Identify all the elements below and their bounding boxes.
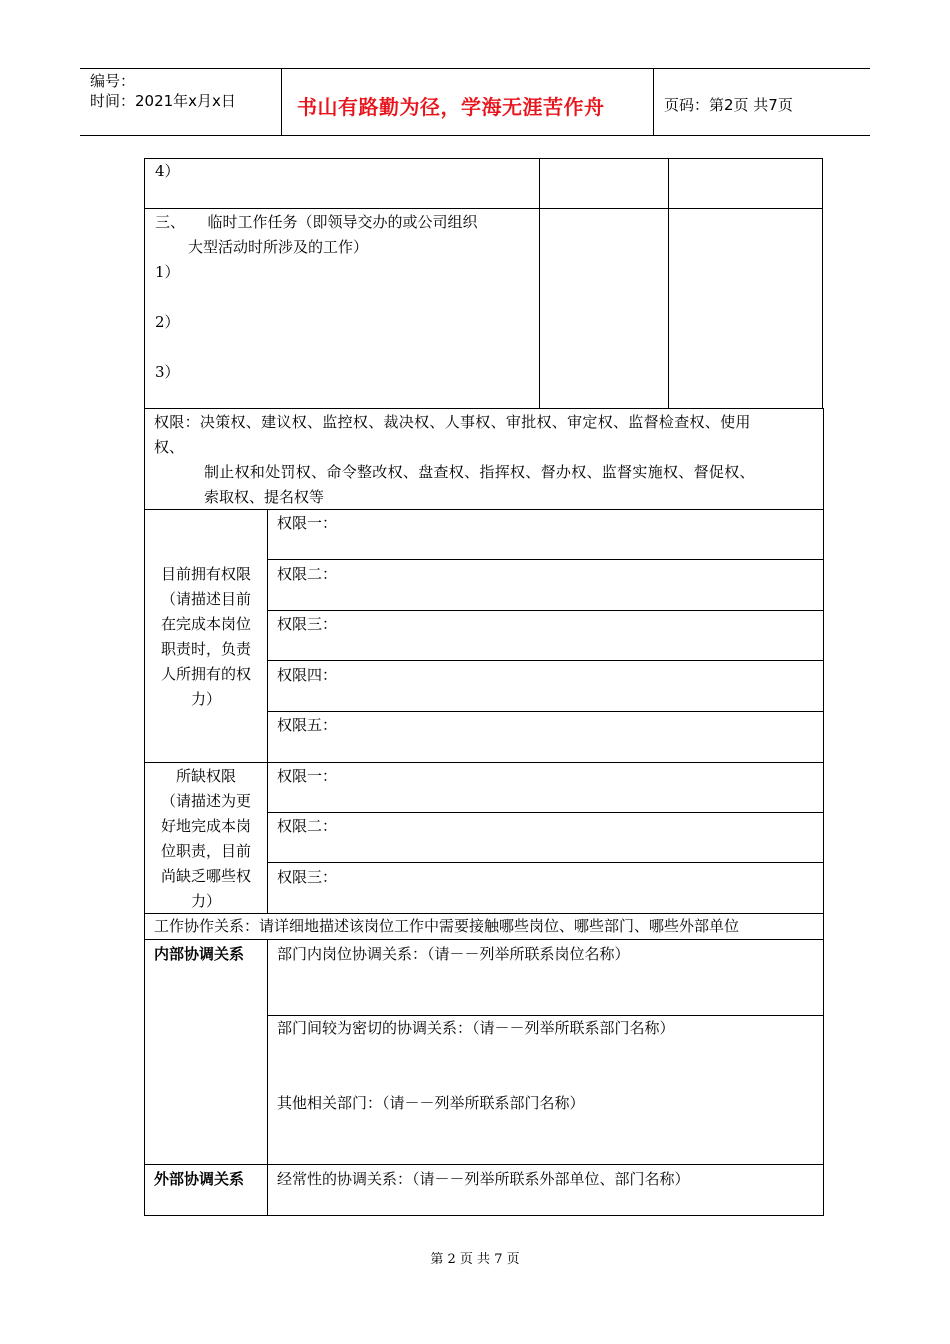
- missing-authority-item: 权限一：: [277, 767, 338, 785]
- current-authority-label: 目前拥有权限 （请描述目前 在完成本岗位 职责时，负责 人所拥有的权 力）: [160, 565, 251, 708]
- header-divider: [281, 68, 282, 136]
- missing-authority-item: 权限二：: [277, 817, 338, 835]
- header-bottom-rule: [80, 135, 870, 136]
- authority-types-line: 权限：决策权、建议权、监控权、裁决权、人事权、审批权、审定权、监督检查权、使用: [154, 413, 751, 431]
- external-coordination-label: 外部协调关系: [154, 1170, 245, 1188]
- temporary-tasks-heading: 三、 临时工作任务（即领导交办的或公司组织: [155, 213, 478, 231]
- missing-authority-label: 所缺权限 （请描述为更 好地完成本岗 位职责，目前 尚缺乏哪些权 力）: [160, 767, 251, 910]
- internal-coordination-item: 其他相关部门：（请－－列举所联系部门名称）: [277, 1094, 585, 1112]
- missing-authority-item: 权限三：: [277, 868, 338, 886]
- current-authority-item: 权限三：: [277, 615, 338, 633]
- internal-coordination-item: 部门内岗位协调关系：（请－－列举所联系岗位名称）: [277, 945, 630, 963]
- header-divider: [653, 68, 654, 136]
- date-label: 时间：2021年x月x日: [90, 92, 236, 110]
- authority-types-line: 权、: [154, 438, 185, 456]
- temporary-task-item: 1）: [155, 263, 180, 281]
- temporary-task-item: 3）: [155, 363, 180, 381]
- current-authority-item: 权限五：: [277, 716, 338, 734]
- current-authority-item: 权限一：: [277, 514, 338, 532]
- serial-number-label: 编号：: [90, 72, 136, 90]
- header-motto: 书山有路勤为径，学海无涯苦作舟: [297, 95, 605, 119]
- external-coordination-item: 经常性的协调关系：（请－－列举所联系外部单位、部门名称）: [277, 1170, 690, 1188]
- current-authority-item: 权限二：: [277, 565, 338, 583]
- current-authority-item: 权限四：: [277, 666, 338, 684]
- page-footer: 第 2 页 共 7 页: [430, 1252, 520, 1267]
- page-indicator: 页码：第2页 共7页: [664, 96, 793, 114]
- cooperation-intro: 工作协作关系：请详细地描述该岗位工作中需要接触哪些岗位、哪些部门、哪些外部单位: [154, 917, 740, 935]
- header-top-rule: [80, 68, 870, 69]
- internal-coordination-label: 内部协调关系: [154, 945, 245, 963]
- temporary-tasks-heading-cont: 大型活动时所涉及的工作）: [188, 238, 369, 256]
- internal-coordination-item: 部门间较为密切的协调关系：（请－－列举所联系部门名称）: [277, 1019, 675, 1037]
- task-item-4: 4）: [155, 162, 180, 180]
- authority-types-line: 索取权、提名权等: [204, 488, 325, 506]
- authority-types-line: 制止权和处罚权、命令整改权、盘查权、指挥权、督办权、监督实施权、督促权、: [204, 463, 755, 481]
- temporary-task-item: 2）: [155, 313, 180, 331]
